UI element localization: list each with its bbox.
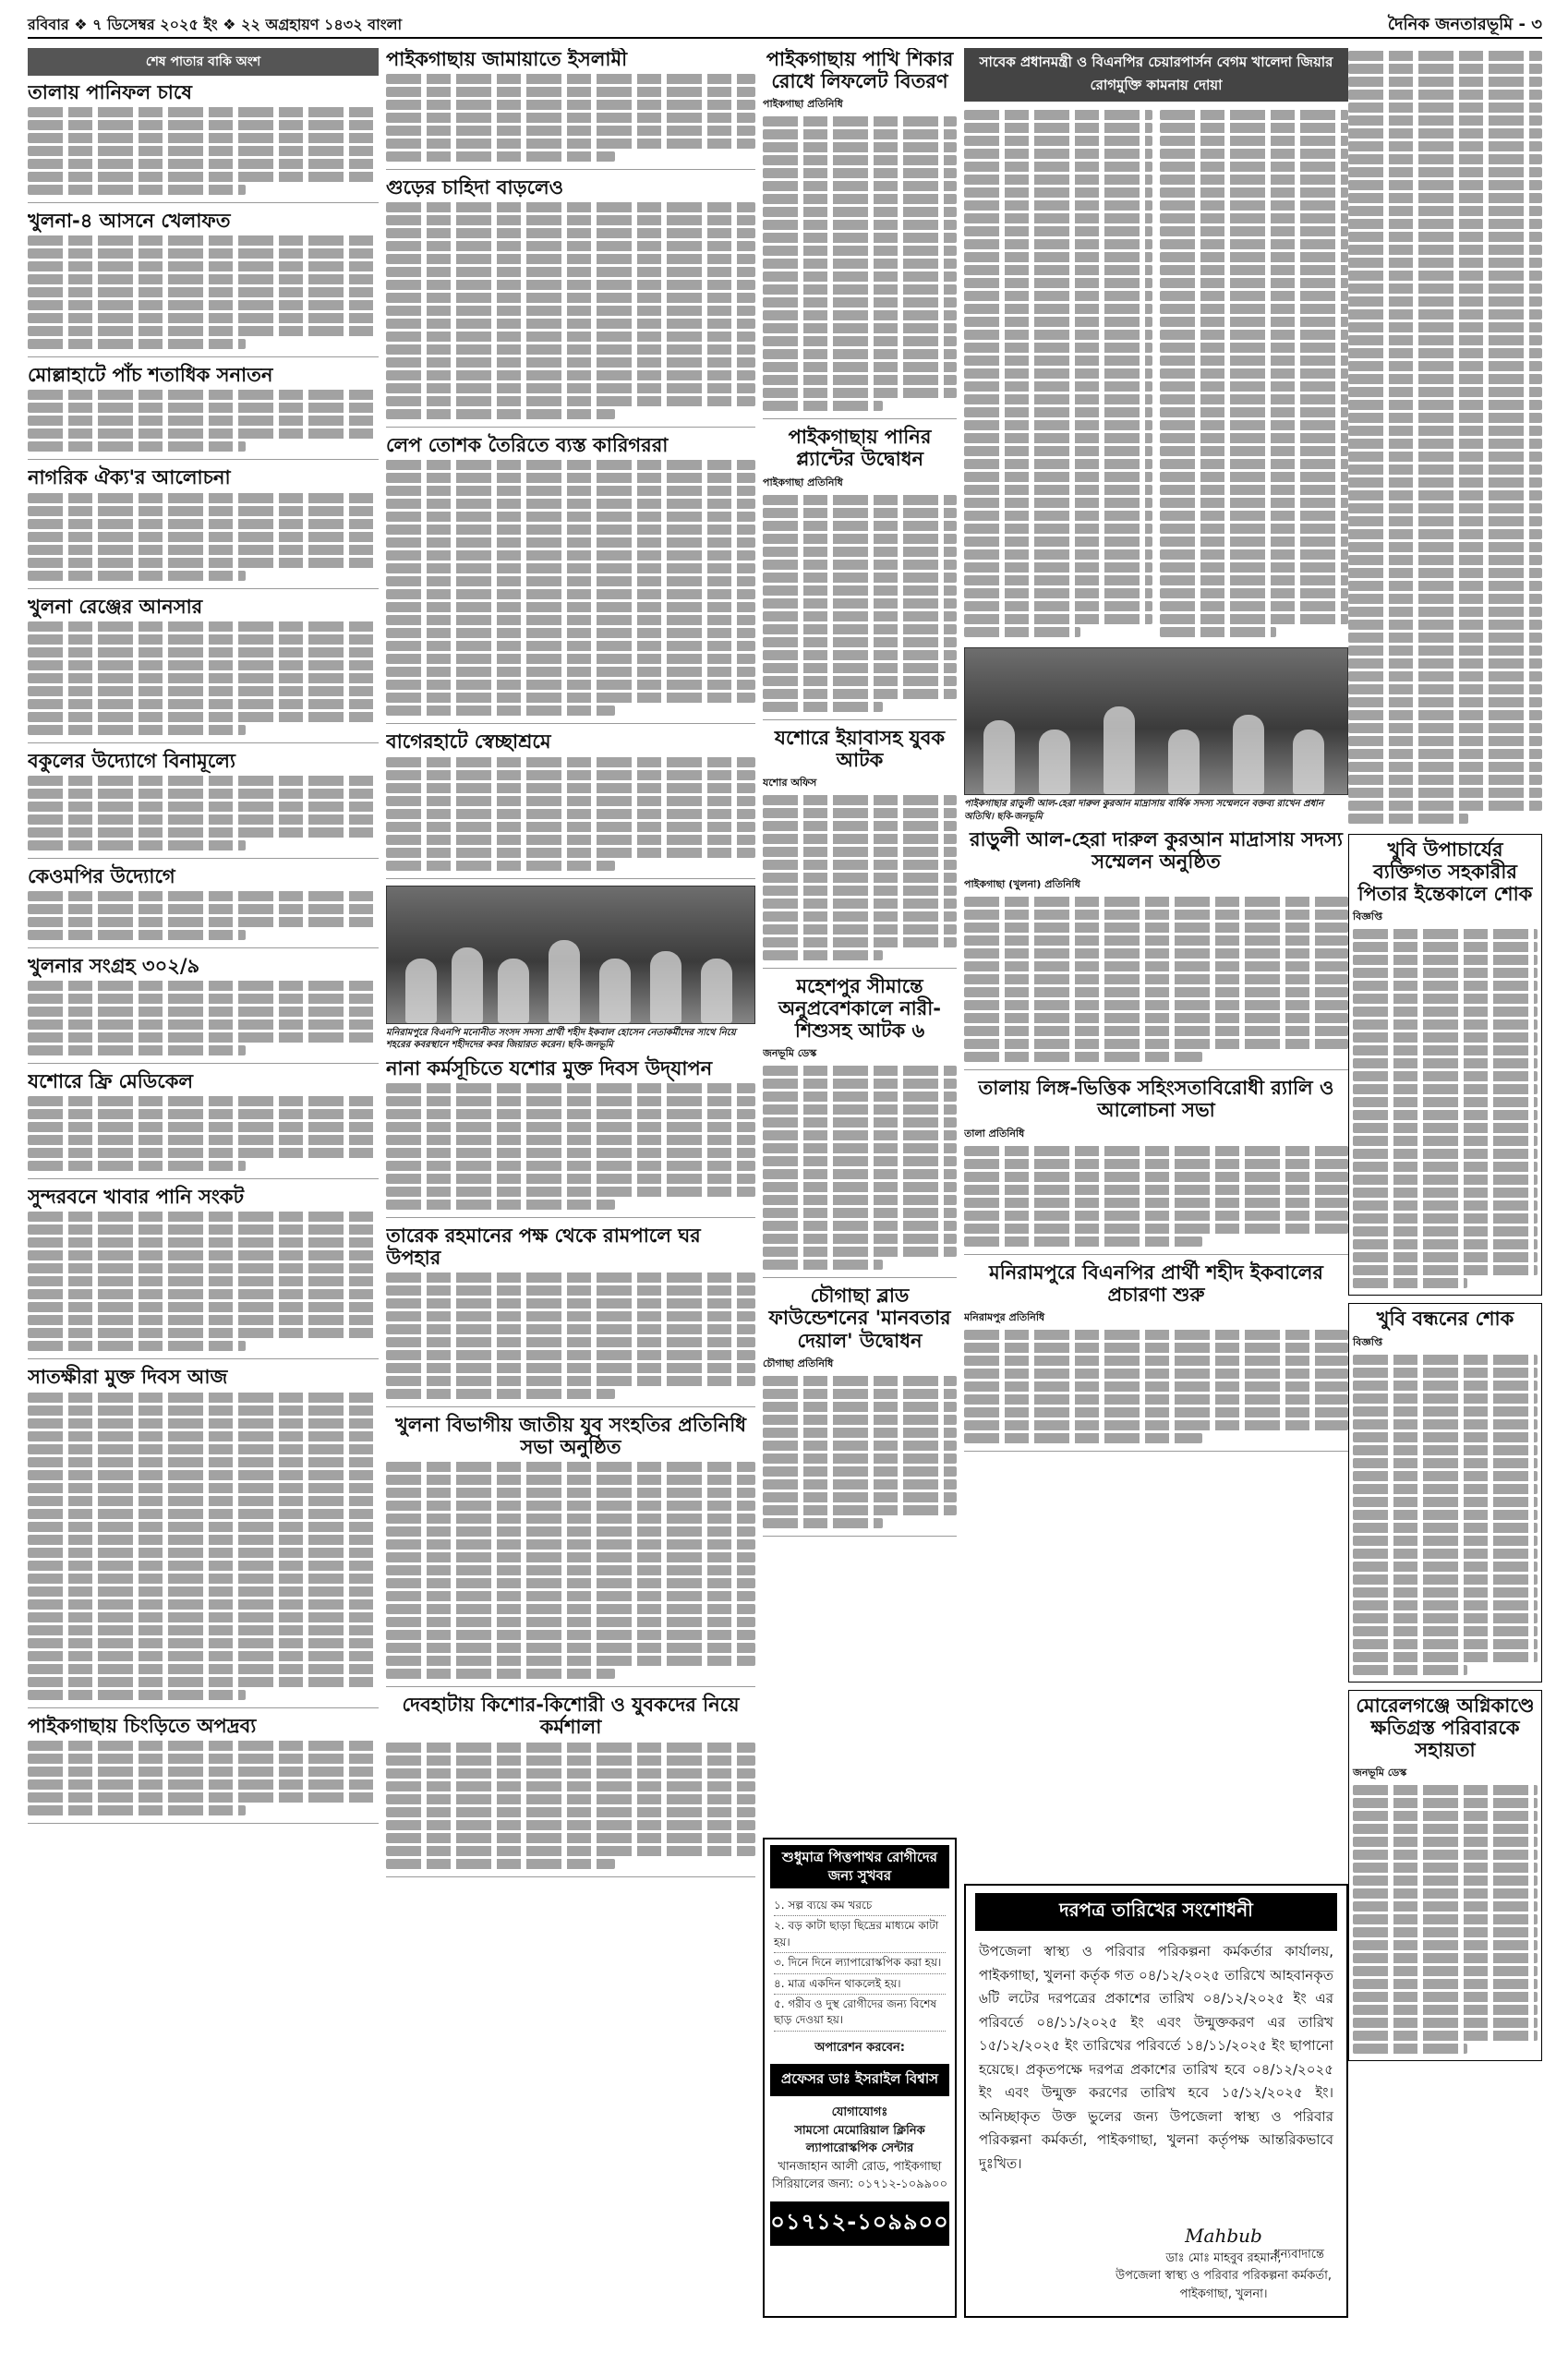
- story[interactable]: [28, 210, 379, 357]
- photo-block: [964, 647, 1348, 828]
- story[interactable]: [1348, 1690, 1542, 2061]
- headline: খুবি বন্ধনের শোক: [1376, 1308, 1514, 1331]
- headline: তালায় লিঙ্গ-ভিত্তিক সহিংসতাবিরোধী র‌্যালি ও আলোচনা সভা: [978, 1077, 1334, 1122]
- byline: জনভূমি ডেস্ক: [1353, 1766, 1407, 1779]
- headline: খুলনা রেঞ্জের আনসার: [28, 595, 203, 618]
- headline: পাইকগাছায় পানির প্ল্যান্টের উদ্বোধন: [788, 426, 932, 471]
- byline: চৌগাছা প্রতিনিধি: [763, 1357, 834, 1369]
- column-3: [763, 48, 957, 1876]
- headline: চৌগাছা ব্লাড ফাউন্ডেশনের 'মানবতার দেয়াল' উদ্বোধন: [768, 1285, 951, 1352]
- story[interactable]: [28, 596, 379, 743]
- story[interactable]: [763, 1285, 957, 1536]
- story[interactable]: [964, 828, 1348, 1070]
- doctor-name: প্রফেসর ডাঃ ইসরাইল বিশ্বাস: [770, 2064, 949, 2096]
- story[interactable]: [386, 434, 755, 724]
- headline: তারেক রহমানের পক্ষ থেকে রামপালে ঘর উপহার: [386, 1224, 701, 1269]
- story[interactable]: [386, 176, 755, 428]
- byline: মনিরামপুর প্রতিনিধি: [964, 1310, 1045, 1323]
- headline: খুবি উপাচার্যের ব্যক্তিগত সহকারীর পিতার ইন্তেকালে শোক: [1357, 838, 1533, 906]
- column-2: [386, 48, 755, 2347]
- notice-thanks: ধন্যবাদান্তে: [1273, 2248, 1324, 2261]
- story[interactable]: [28, 1366, 379, 1707]
- headline: পাইকগাছায় জামায়াতে ইসলামী: [386, 48, 628, 70]
- headline: তালায় পানিফল চাষে: [28, 81, 192, 103]
- byline: তালা প্রতিনিধি: [964, 1127, 1025, 1140]
- headline: খুলনা-৪ আসনে খেলাফত: [28, 210, 231, 233]
- ad-headline: শুধুমাত্র পিত্তপাথর রোগীদের জন্য সুখবর: [770, 1845, 949, 1888]
- story[interactable]: [28, 955, 379, 1064]
- headline: খুলনা বিভাগীয় জাতীয় যুব সংহতির প্রতিনিধি সভা অনুষ্ঠিত: [394, 1413, 746, 1459]
- contact-label: যোগাযোগঃ: [831, 2105, 888, 2120]
- headline: মহেশপুর সীমান্তে অনুপ্রবেশকালে নারী-শিশুসহ আটক ৬: [778, 974, 942, 1043]
- headline: যশোরে ইয়াবাসহ যুবক আটক: [774, 726, 946, 771]
- ad-point: ১. সল্প ব্যয়ে কম খরচে: [774, 1896, 946, 1916]
- story[interactable]: [28, 466, 379, 588]
- story[interactable]: [28, 81, 379, 203]
- clinic-address: খানজাহান আলী রোড, পাইকগাছা: [778, 2159, 942, 2174]
- top-headline-strip: সাবেক প্রধানমন্ত্রী ও বিএনপির চেয়ারপার্সন বেগম খালেদা জিয়ার রোগমুক্তি কামনায় দোয়া: [964, 48, 1348, 102]
- column-4: [964, 48, 1348, 1876]
- story[interactable]: [386, 1414, 755, 1687]
- notice-signature-block: [1116, 2222, 1332, 2304]
- section-label: শেষ পাতার বাকি অংশ: [28, 48, 379, 76]
- headline: পাইকগাছায় পাখি শিকার রোধে লিফলেট বিতরণ: [766, 48, 954, 93]
- headline: দেবহাটায় কিশোর-কিশোরী ও যুবকদের নিয়ে কর্মশালা: [402, 1694, 740, 1739]
- clinic-center: ল্যাপারোস্কপিক সেন্টার: [805, 2141, 914, 2156]
- ad-points: [774, 1896, 946, 2032]
- headline: সুন্দরবনে খাবার পানি সংকট: [28, 1186, 245, 1209]
- headline: রাড়ুলী আল-হেরা দারুল কুরআন মাদ্রাসায় সদস্য সম্মেলন অনুষ্ঠিত: [969, 828, 1344, 874]
- story[interactable]: [28, 865, 379, 948]
- operated-by-label: অপারেশন করবেন:: [814, 2040, 905, 2055]
- byline: বিজ্ঞপ্তি: [1353, 911, 1382, 923]
- signer-place: পাইকগাছা, খুলনা।: [1179, 2286, 1268, 2301]
- masthead: দৈনিক জনতারভূমি - ৩: [1387, 15, 1542, 34]
- clinic-advertisement[interactable]: [763, 1838, 957, 2318]
- photo-block: [386, 886, 755, 1057]
- byline: জনভূমি ডেস্ক: [763, 1047, 817, 1060]
- story[interactable]: [386, 1057, 755, 1218]
- story[interactable]: [964, 1261, 1348, 1452]
- byline: যশোর অফিস: [763, 776, 817, 789]
- signer-name: ডাঃ মোঃ মাহবুব রহমান,: [1165, 2250, 1282, 2265]
- news-photo[interactable]: [964, 647, 1348, 795]
- headline: নাগরিক ঐক্য'র আলোচনা: [28, 466, 231, 489]
- page-header: [28, 11, 1542, 39]
- story[interactable]: [386, 1694, 755, 1876]
- clinic-phone[interactable]: ০১৭১২-১০৯৯০০: [770, 2201, 949, 2246]
- story[interactable]: [28, 364, 379, 460]
- story[interactable]: [28, 1186, 379, 1359]
- notice-title: দরপত্র তারিখের সংশোধনী: [975, 1893, 1337, 1931]
- byline: পাইকগাছা প্রতিনিধি: [763, 98, 843, 111]
- byline: পাইকগাছা প্রতিনিধি: [763, 476, 843, 488]
- signature: Mahbub: [1185, 2224, 1262, 2247]
- ad-point: ৪. মাত্র একদিন থাকলেই হয়।: [774, 1974, 946, 1995]
- story[interactable]: [1348, 1303, 1542, 1682]
- story[interactable]: [386, 730, 755, 878]
- clinic-name: সামসো মেমোরিয়াল ক্লিনিক: [794, 2123, 925, 2138]
- serial-label: সিরিয়ালের জন্য: ০১৭১২-১০৯৯০০: [771, 2177, 948, 2192]
- headline: মোরেলগঞ্জে অগ্নিকাণ্ডে ক্ষতিগ্রস্ত পরিবারকে সহায়তা: [1356, 1694, 1535, 1761]
- issue-date: রবিবার ❖ ৭ ডিসেম্বর ২০২৫ ইং ❖ ২২ অগ্রহায়ণ ১৪৩২ বাংলা: [28, 16, 403, 33]
- headline: কেওমপির উদ্যোগে: [28, 864, 175, 887]
- story[interactable]: [386, 1224, 755, 1407]
- ad-point: ২. বড় কাটা ছাড়া ছিদ্রের মাধ্যমে কাটা হয়।: [774, 1916, 946, 1953]
- story[interactable]: [386, 48, 755, 170]
- news-photo[interactable]: [386, 886, 755, 1024]
- story[interactable]: [763, 426, 957, 719]
- byline: পাইকগাছা (খুলনা) প্রতিনিধি: [964, 878, 1080, 891]
- headline: নানা কর্মসূচিতে যশোর মুক্ত দিবস উদ্‌যাপন: [386, 1056, 713, 1079]
- story[interactable]: [1348, 834, 1542, 1296]
- signer-title: উপজেলা স্বাস্থ্য ও পরিবার পরিকল্পনা কর্মকর্তা,: [1115, 2269, 1332, 2283]
- headline: বকুলের উদ্যোগে বিনামূল্যে: [28, 749, 236, 772]
- headline: লেপ তোশক তৈরিতে ব্যস্ত কারিগররা: [386, 434, 669, 457]
- story[interactable]: [763, 975, 957, 1278]
- ad-point: ৫. গরীব ও দুস্থ রোগীদের জন্য বিশেষ ছাড় দেওয়া হয়।: [774, 1995, 946, 2032]
- story[interactable]: [964, 1077, 1348, 1254]
- tender-correction-notice[interactable]: [964, 1884, 1348, 2318]
- column-5: [1348, 48, 1542, 2347]
- column-1: [28, 48, 379, 2347]
- headline: খুলনার সংগ্রহ ৩০২/৯: [28, 954, 200, 977]
- story[interactable]: [28, 1070, 379, 1179]
- headline: যশোরে ফ্রি মেডিকেল: [28, 1070, 194, 1093]
- headline: মোল্লাহাটে পাঁচ শতাধিক সনাতন: [28, 364, 273, 387]
- byline: বিজ্ঞপ্তি: [1353, 1335, 1382, 1348]
- prayer-story-body: [964, 107, 1348, 640]
- headline: বাগেরহাটে স্বেচ্ছাশ্রমে: [386, 730, 551, 754]
- headline: সাতক্ষীরা মুক্ত দিবস আজ: [28, 1366, 228, 1389]
- story[interactable]: [763, 727, 957, 969]
- story[interactable]: [28, 750, 379, 859]
- photo-caption: পাইকগাছার রাড়ুলী আল-হেরা দারুল কুরআন মাদ্রাসায় বার্ষিক সদস্য সম্মেলনে বক্তব্য রাখেন প্রধান অতিথি। ছবি-জনভূমি: [964, 799, 1324, 822]
- notice-body: উপজেলা স্বাস্থ্য ও পরিবার পরিকল্পনা কর্মকর্তার কার্যালয়, পাইকগাছা, খুলনা কর্তৃক গত ০৪/১২/২০২৫ তারিখে আহবানকৃত ৬টি লটের দরপত্রের প্রকাশের তারিখ ০৪/১২/২০২৫ ইং এর পরিবর্তে ০৪/১১/২০২৫ ইং এবং উন্মুক্তকরণ এর তারিখ ১৫/১২/২০২৫ ইং তারিখের পরিবর্তে ১৪/১১/২০২৫ ইং ছাপানো হয়েছে। প্রকৃতপক্ষে দরপত্র প্রকাশের তারিখ হবে ০৪/১২/২০২৫ ইং এবং উন্মুক্ত করণের তারিখ হবে ১৫/১২/২০২৫ ইং। অনিচ্ছাকৃত উক্ত ভুলের জন্য উপজেলা স্বাস্থ্য ও পরিবার পরিকল্পনা কর্মকর্তা, পাইকগাছা, খুলনা কর্তৃপক্ষ আন্তরিকভাবে দুঃখিত।: [979, 1943, 1333, 2172]
- story[interactable]: [28, 1715, 379, 1824]
- headline: গুড়ের চাহিদা বাড়লেও: [386, 176, 564, 199]
- headline: পাইকগাছায় চিংড়িতে অপদ্রব্য: [28, 1714, 257, 1737]
- ad-point: ৩. দিনে দিনে ল্যাপারোস্কপিক করা হয়।: [774, 1953, 946, 1973]
- photo-caption: মনিরামপুরে বিএনপি মনোনীত সংসদ সদস্য প্রার্থী শহীদ ইকবাল হোসেন নেতাকর্মীদের সাথে নিয়ে শহরের কবরস্থানে শহীদদের কবর জিয়ারত করেন। ছবি-জনভূমি: [386, 1027, 736, 1051]
- story[interactable]: [763, 48, 957, 419]
- headline: মনিরামপুরে বিএনপির প্রার্থী শহীদ ইকবালের প্রচারণা শুরু: [989, 1260, 1323, 1306]
